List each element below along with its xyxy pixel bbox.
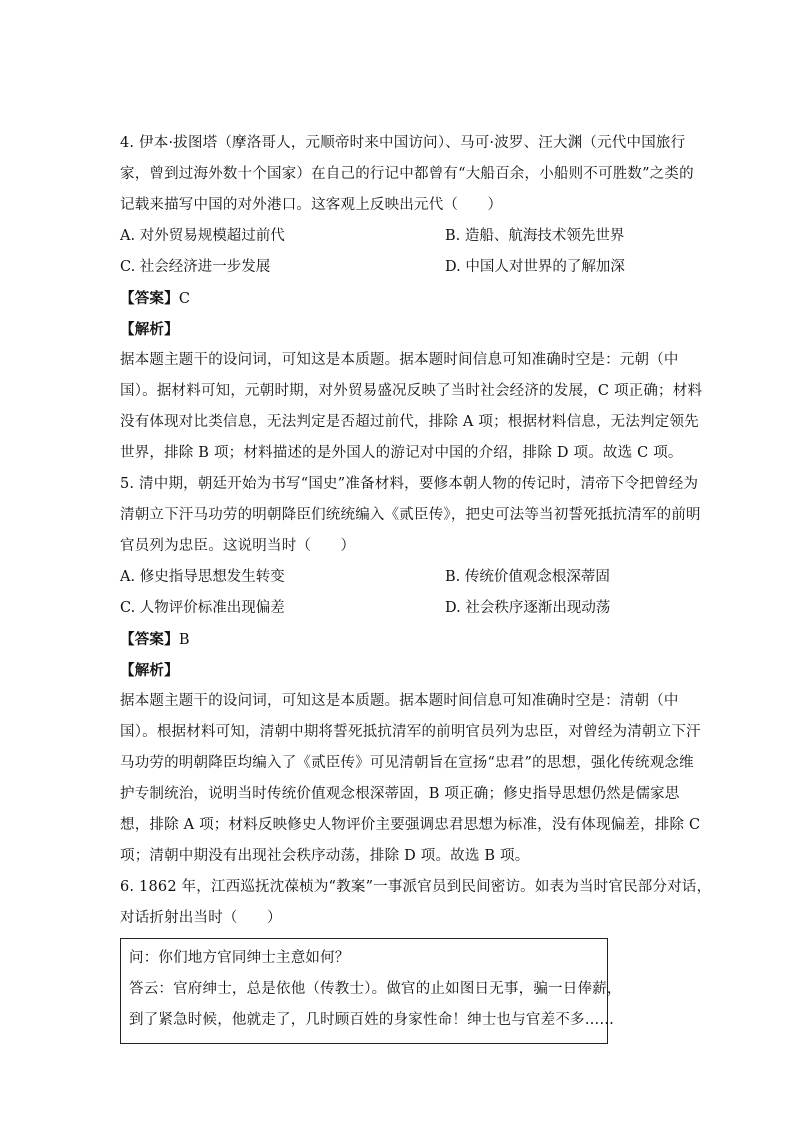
q5-stem-line: 5. 清中期，朝廷开始为书写“国史”准备材料，要修本朝人物的传记时，清帝下令把曾经为 (120, 476, 699, 492)
q4-answer-value: C (178, 291, 191, 307)
q5-analysis-line: 国）。根据材料可知，清朝中期将誓死抵抗清军的前明官员列为忠臣，对曾经为清朝立下汗 (120, 724, 701, 740)
q4-options-row-2 (120, 252, 680, 283)
q4-option-b: B. 造船、航海技术领先世界 (445, 228, 625, 244)
q5-option-a: A. 修史指导思想发生转变 (120, 569, 285, 585)
document-page (120, 128, 712, 1044)
q5-analysis-line: 项；清朝中期没有出现社会秩序动荡，排除 D 项。故选 B 项。 (120, 848, 530, 864)
q5-option-d: D. 社会秩序逐渐出现动荡 (445, 600, 611, 616)
q5-analysis-line: 马功劳的明朝降臣均编入了《贰臣传》可见清朝旨在宣扬“忠君”的思想，强化传统观念维 (120, 755, 694, 771)
q4-analysis-line: 据本题主题干的设问词，可知这是本质题。据本题时间信息可知准确时空是：元朝（中 (120, 352, 679, 368)
q4-option-d: D. 中国人对世界的了解加深 (445, 259, 625, 275)
q5-answer-value: B (178, 632, 190, 648)
q6-dialogue-line: 答云：官府绅士，总是依他（传教士）。做官的止如图日无事，骗一日俸薪， (129, 981, 622, 997)
q5-stem-line: 官员列为忠臣。这说明当时（ ） (120, 538, 356, 554)
q5-answer-label: 【答案】 (120, 631, 179, 648)
q4-option-c: C. 社会经济进一步发展 (120, 259, 271, 275)
question-4 (120, 128, 703, 469)
q4-analysis-line: 国）。据材料可知，元朝时期，对外贸易盛况反映了当时社会经济的发展，C 项正确；材料 (120, 383, 703, 399)
q4-analysis-line: 没有体现对比类信息，无法判定是否超过前代，排除 A 项；根据材料信息，无法判定领先 (120, 414, 699, 430)
q5-answer (120, 624, 680, 655)
q6-stem-line: 6. 1862 年，江西巡抚沈葆桢为“教案”一事派官员到民间密访。如表为当时官民部分对话， (120, 879, 712, 895)
q4-option-a: A. 对外贸易规模超过前代 (120, 228, 285, 244)
q4-stem-line: 4. 伊本·拔图塔（摩洛哥人，元顺帝时来中国访问）、马可·波罗、汪大渊（元代中国旅行 (120, 135, 686, 151)
q5-analysis-line: 想，排除 A 项；材料反映修史人物评价主要强调忠君思想为标准，没有体现偏差，排除 C (120, 817, 701, 833)
q5-stem-line: 清朝立下汗马功劳的明朝降臣们统统编入《贰臣传》，把史可法等当初誓死抵抗清军的前明 (120, 507, 701, 523)
q5-analysis-label: 【解析】 (120, 662, 179, 679)
q4-options-row-1 (120, 221, 680, 252)
q4-analysis-line: 世界，排除 B 项；材料描述的是外国人的游记对中国的介绍，排除 D 项。故选 C 项。 (120, 445, 683, 461)
q4-answer-label: 【答案】 (120, 290, 179, 307)
q5-option-b: B. 传统价值观念根深蒂固 (445, 569, 610, 585)
q4-answer (120, 283, 680, 314)
q6-dialogue-table (120, 938, 622, 1044)
q4-stem-line: 记载来描写中国的对外港口。这客观上反映出元代（ ） (120, 197, 503, 213)
q6-dialogue-line: 到了紧急时候，他就走了，几时顾百姓的身家性命！绅士也与官差不多…… (129, 1012, 615, 1028)
q5-options-row-2 (120, 593, 680, 624)
q5-analysis-line: 据本题主题干的设问词，可知这是本质题。据本题时间信息可知准确时空是：清朝（中 (120, 693, 679, 709)
q5-analysis-line: 护专制统治，说明当时传统价值观念根深蒂固，B 项正确；修史指导思想仍然是儒家思 (120, 786, 680, 802)
q6-stem-line: 对话折射出当时（ ） (120, 910, 282, 926)
question-5 (120, 469, 701, 872)
question-6 (120, 872, 712, 1044)
q5-option-c: C. 人物评价标准出现偏差 (120, 600, 285, 616)
q4-analysis-label: 【解析】 (120, 321, 179, 338)
q4-stem-line: 家，曾到过海外数十个国家）在自己的行记中都曾有“大船百余，小船则不可胜数”之类的 (120, 166, 694, 182)
q5-options-row-1 (120, 562, 680, 593)
q6-dialogue-line: 问：你们地方官同绅士主意如何？ (129, 950, 350, 966)
